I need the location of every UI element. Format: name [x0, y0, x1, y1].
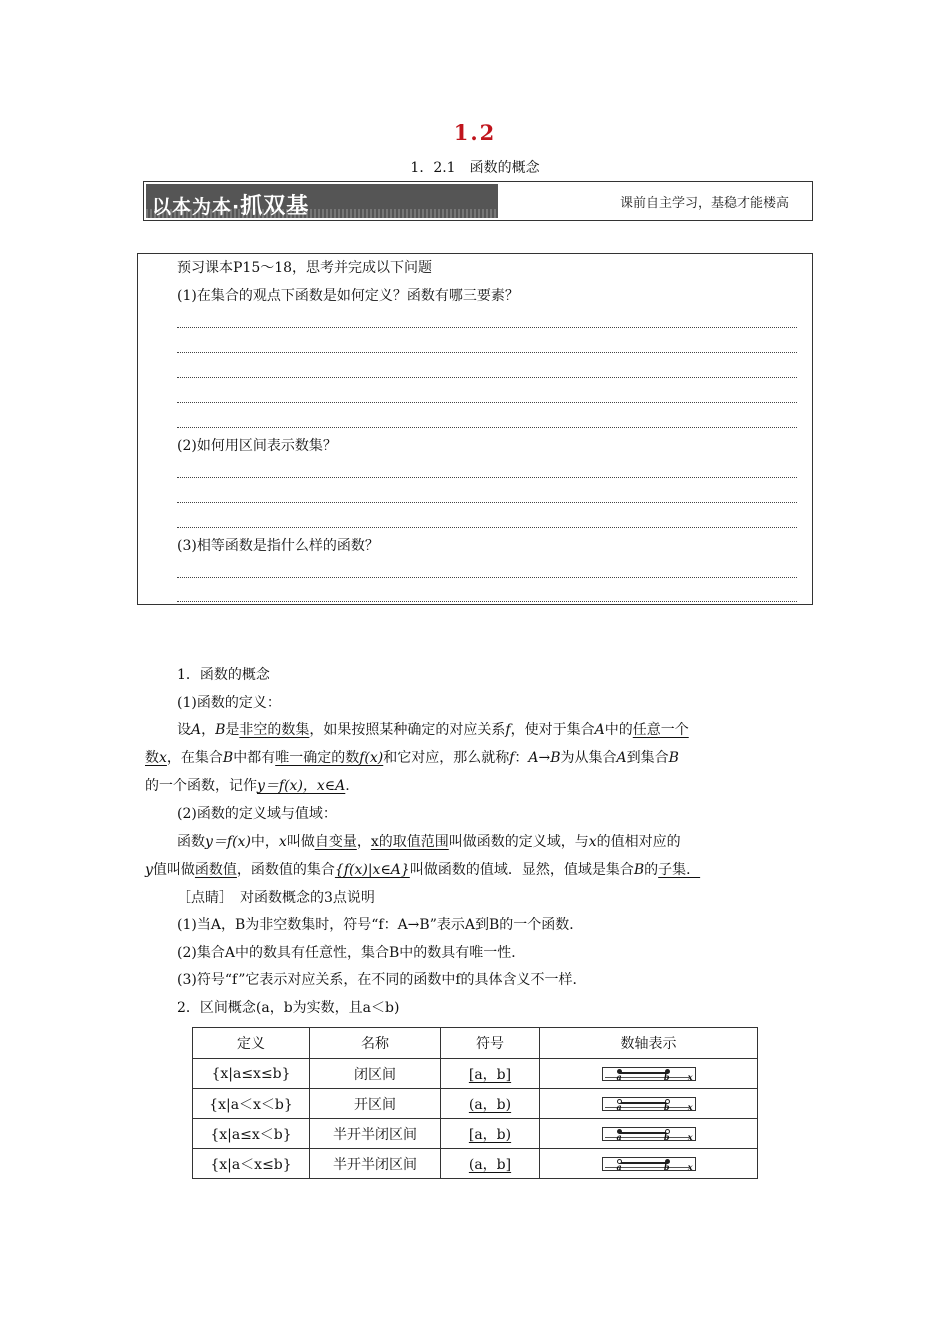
cell-symbol [441, 1059, 540, 1089]
text: 的 [644, 862, 659, 878]
cell-definition: {x|a＜x＜b} [193, 1089, 310, 1119]
number-line-half-open-right [602, 1127, 696, 1141]
header-number-line: 数轴表示 [540, 1028, 758, 1059]
text: ，如果按照某种确定的对应关系 [309, 722, 506, 738]
fill-answer: x的取值范围 [370, 834, 449, 850]
text: 中的 [604, 722, 633, 738]
text: 叫做函数的值域．显然，值域是集合 [409, 862, 634, 878]
text: ： [514, 750, 529, 766]
axis-label-a: a [616, 1131, 622, 1142]
table-row [193, 1059, 758, 1089]
cell-definition: {x|a≤x≤b} [193, 1059, 310, 1089]
section-title: 1．2.1 函数的概念 [410, 160, 540, 176]
text: A [191, 722, 202, 738]
cell-definition: {x|a≤x＜b} [193, 1119, 310, 1149]
cell-number-line [540, 1059, 758, 1089]
text: 中都有 [233, 750, 276, 766]
cell-name: 半开半闭区间 [310, 1149, 441, 1179]
note-item-3: (3)符号“f”它表示对应关系，在不同的函数中f的具体含义不一样． [177, 972, 587, 988]
heading-interval-concept: 2．区间概念(a，b为实数，且a＜b) [177, 1000, 400, 1016]
banner-dark-panel [146, 184, 498, 218]
interval-segment [619, 1102, 668, 1104]
answer-line[interactable] [177, 427, 797, 428]
text: 的值相对应的 [596, 834, 681, 850]
text: f [509, 750, 515, 766]
text: A [594, 722, 605, 738]
header-definition: 定义 [193, 1028, 310, 1059]
fill-answer: 任意一个 [632, 722, 689, 738]
axis-label-x: x [687, 1131, 693, 1142]
table-header-row [193, 1028, 758, 1059]
axis-label-x: x [687, 1101, 693, 1112]
axis-label-a: a [616, 1161, 622, 1172]
number-line-open [602, 1097, 696, 1111]
preview-question-3: (3)相等函数是指什么样的函数？ [177, 538, 379, 554]
axis-label-b: b [663, 1161, 670, 1172]
subheading-domain: (2)函数的定义域与值域： [177, 806, 337, 822]
banner-main-a: 以本为本· [152, 196, 241, 218]
cell-symbol [441, 1089, 540, 1119]
preview-question-1: (1)在集合的观点下函数是如何定义？函数有哪三要素？ [177, 288, 519, 304]
answer-line[interactable] [177, 577, 797, 578]
text: 和它对应，那么就称 [383, 750, 510, 766]
interval-segment [619, 1162, 668, 1164]
text: 为从集合 [560, 750, 617, 766]
answer-line[interactable] [177, 601, 797, 602]
domain-line-2 [145, 860, 700, 880]
text: 叫做 [286, 834, 315, 850]
interval-segment [619, 1132, 668, 1134]
axis-label-x: x [687, 1161, 693, 1172]
symbol-text: (a，b] [468, 1156, 512, 1173]
cell-name: 开区间 [310, 1089, 441, 1119]
fill-answer: 子集． [658, 862, 701, 878]
cell-symbol [441, 1149, 540, 1179]
fill-answer: {f(x)|x∈A} [334, 862, 410, 878]
answer-line[interactable] [177, 327, 797, 328]
cell-number-line [540, 1119, 758, 1149]
fill-answer: 函数值 [194, 862, 237, 878]
symbol-text: (a，b) [468, 1096, 512, 1113]
cell-number-line [540, 1089, 758, 1119]
text: y [145, 862, 153, 878]
text: A→B [528, 750, 561, 766]
axis-label-a: a [616, 1071, 622, 1082]
definition-line-1 [177, 720, 689, 740]
axis-label-a: a [616, 1101, 622, 1112]
banner-subtitle: 课前自主学习，基稳才能楼高 [620, 196, 790, 211]
cell-number-line [540, 1149, 758, 1179]
symbol-text: [a，b] [468, 1066, 512, 1083]
text: ，使对于集合 [510, 722, 595, 738]
text: 叫做函数的定义域，与 [448, 834, 589, 850]
interval-segment [619, 1072, 668, 1074]
text: ，函数值的集合 [236, 862, 335, 878]
interval-table [192, 1027, 758, 1179]
fill-answer: 唯一确定的数 [275, 750, 360, 766]
fill-answer: 自变量 [314, 834, 357, 850]
fill-answer: 非空的数集 [239, 722, 310, 738]
definition-line-3 [145, 776, 350, 796]
text: 设 [177, 722, 191, 738]
text: x [588, 834, 597, 850]
banner-main-b: 抓双基 [240, 194, 310, 219]
text: 到集合 [626, 750, 669, 766]
domain-line-1 [177, 832, 681, 852]
cell-name: 半开半闭区间 [310, 1119, 441, 1149]
axis-label-b: b [663, 1131, 670, 1142]
answer-line[interactable] [177, 352, 797, 353]
number-line-closed [602, 1067, 696, 1081]
symbol-text: [a，b) [468, 1126, 512, 1143]
banner-main-text [152, 189, 309, 220]
text: ， [201, 722, 216, 738]
fill-answer: x [159, 750, 167, 766]
text: B [222, 750, 234, 766]
number-line-half-open-left [602, 1157, 696, 1171]
text: ，在集合 [166, 750, 223, 766]
table-row [193, 1149, 758, 1179]
answer-line[interactable] [177, 402, 797, 403]
text: ， [356, 834, 371, 850]
text: 是 [225, 722, 240, 738]
cell-symbol [441, 1119, 540, 1149]
definition-line-2 [145, 748, 679, 768]
text: 函数 [177, 834, 205, 850]
fill-answer: y＝f(x)，x∈A [257, 778, 346, 794]
text: 值叫做 [152, 862, 195, 878]
cell-name: 闭区间 [310, 1059, 441, 1089]
table-row [193, 1119, 758, 1149]
header-name: 名称 [310, 1028, 441, 1059]
answer-line[interactable] [177, 527, 797, 528]
axis-label-x: x [687, 1071, 693, 1082]
subheading-definition: (1)函数的定义： [177, 695, 281, 711]
preview-intro: 预习课本P15～18，思考并完成以下问题 [177, 260, 433, 276]
note-item-1: (1)当A，B为非空数集时，符号“f：A→B”表示A到B的一个函数． [177, 917, 584, 933]
text: B [633, 862, 645, 878]
text: x [278, 834, 287, 850]
axis-label-b: b [663, 1071, 670, 1082]
note-item-2: (2)集合A中的数具有任意性，集合B中的数具有唯一性． [177, 945, 526, 961]
heading-function-concept: 1．函数的概念 [177, 667, 270, 683]
text: . [345, 778, 350, 794]
answer-line[interactable] [177, 477, 797, 478]
fill-answer: 数 [145, 750, 159, 766]
cell-definition: {x|a＜x≤b} [193, 1149, 310, 1179]
answer-line[interactable] [177, 502, 797, 503]
chapter-number: 1.2 [453, 120, 497, 145]
text: B [668, 750, 679, 766]
text: B [215, 722, 226, 738]
axis-label-b: b [663, 1101, 670, 1112]
answer-line[interactable] [177, 377, 797, 378]
text: 中， [250, 834, 279, 850]
text: A [616, 750, 627, 766]
preview-question-2: (2)如何用区间表示数集？ [177, 438, 337, 454]
section-banner [143, 181, 813, 221]
fill-answer: f(x) [359, 750, 384, 766]
note-title: ［点睛］ 对函数概念的3点说明 [177, 890, 375, 906]
text: 的一个函数，记作 [145, 778, 257, 794]
table-row [193, 1089, 758, 1119]
header-symbol: 符号 [441, 1028, 540, 1059]
text: y＝f(x) [205, 834, 251, 850]
text: f [505, 722, 511, 738]
